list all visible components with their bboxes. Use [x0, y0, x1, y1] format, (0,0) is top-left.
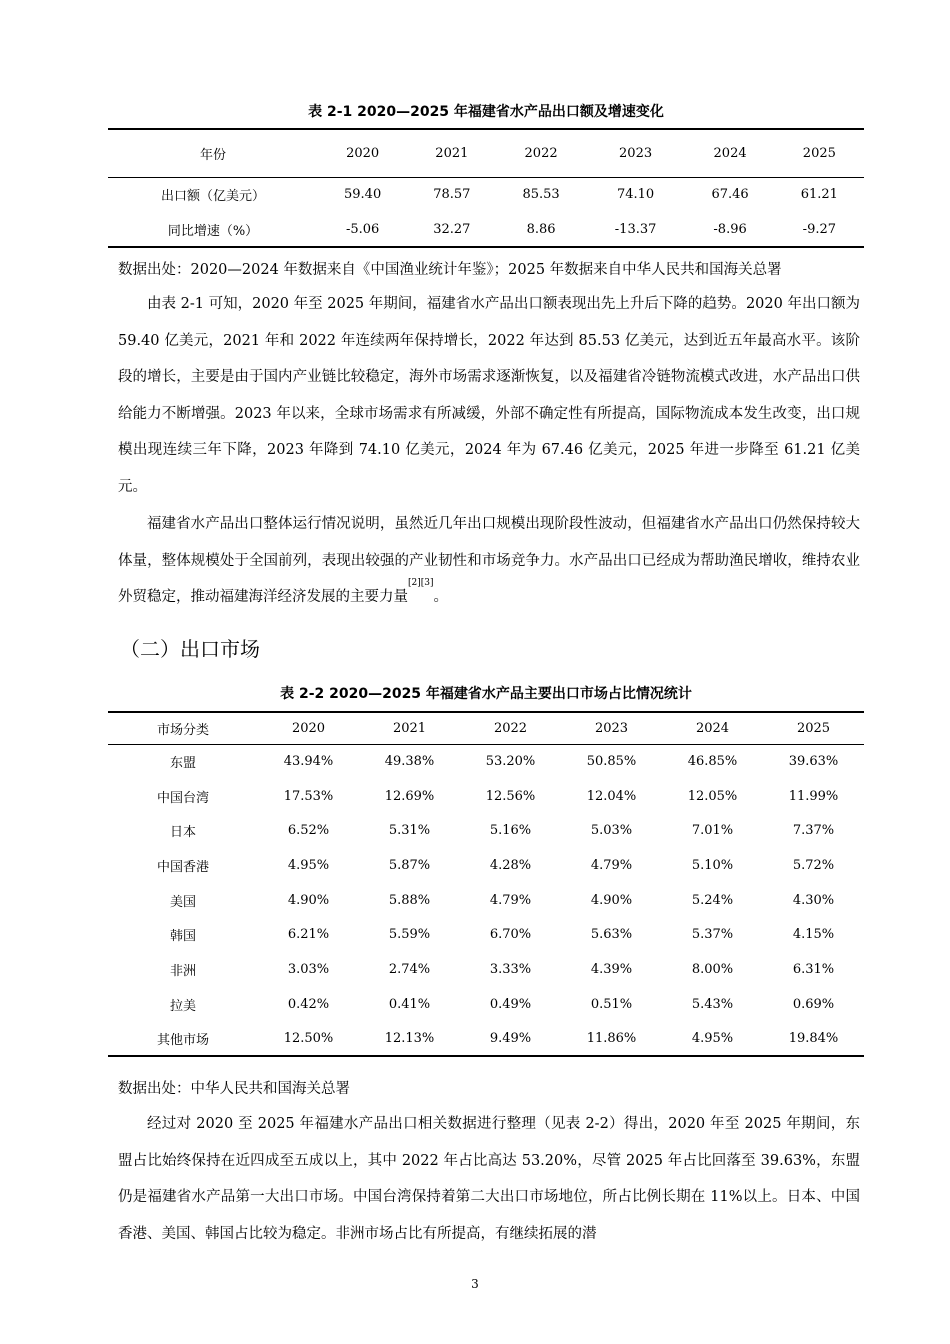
table2-cell: 拉美 — [169, 998, 196, 1014]
table1-cell: 85.53 — [522, 187, 560, 203]
table-row — [108, 813, 864, 848]
table1-cell: 78.57 — [433, 187, 471, 203]
table2-header-cell: 2021 — [359, 712, 460, 744]
table2-cell: 4.95% — [691, 1030, 734, 1046]
table2-cell: 非洲 — [169, 963, 196, 979]
table-row — [108, 177, 864, 212]
section-heading: （二）出口市场 — [120, 637, 260, 661]
table2-cell: 5.10% — [691, 857, 734, 873]
table2-cell: 日本 — [169, 825, 196, 841]
table2-cell: 5.31% — [388, 823, 431, 839]
paragraph-2 — [118, 506, 860, 616]
table1 — [108, 128, 864, 248]
table2-cell: 4.15% — [792, 927, 835, 943]
paragraph-2-end: 。 — [433, 589, 448, 605]
table2-cell: 6.31% — [792, 961, 835, 977]
table2-header-cell: 2022 — [460, 712, 561, 744]
table-row — [108, 744, 864, 779]
table2-cell: 53.20% — [485, 754, 536, 770]
table2-cell: 7.37% — [792, 823, 835, 839]
table2-cell: 46.85% — [687, 754, 738, 770]
table1-source-note: 数据出处：2020—2024 年数据来自《中国渔业统计年鉴》；2025 年数据来自中华人民共和国海关总署 — [118, 262, 782, 278]
table2-cell: 5.03% — [590, 823, 633, 839]
table2-cell: 4.95% — [287, 857, 330, 873]
table2-cell: 5.24% — [691, 892, 734, 908]
page-number: 3 — [471, 1277, 479, 1291]
table1-cell: 32.27 — [433, 221, 471, 237]
table-row — [108, 848, 864, 883]
paragraph-3: 经过对 2020 至 2025 年福建水产品出口相关数据进行整理（见表 2-2）得出，2020 年至 2025 年期间，东盟占比始终保持在近四成至五成以上，其中 2022 年占比高达 53.20%，尽管 2025 年占比回落至 39.63%，东盟仍是福建省水产品第一大出口市场。中国台湾保持着第二大出口市场地位，所占比例长期在 11%以上。日本、中国香港、美国、韩国占比较为稳定。非洲市场占比有所提高，有继续拓展的潜 — [118, 1116, 860, 1242]
table2-cell: 43.94% — [283, 754, 334, 770]
table2-cell: 5.87% — [388, 857, 431, 873]
table2-cell: 0.69% — [792, 996, 835, 1012]
table1-cell: -8.96 — [713, 221, 747, 237]
table2-header-cell: 市场分类 — [108, 712, 258, 744]
paragraph-1: 由表 2-1 可知，2020 年至 2025 年期间，福建省水产品出口额表现出先上升后下降的趋势。2020 年出口额为 59.40 亿美元，2021 年和 2022 年连续两年保持增长，2022 年达到 85.53 亿美元，达到近五年最高水平。该阶段的增长，主要是由于国内产业链比较稳定，海外市场需求逐渐恢复，以及福建省冷链物流模式改进，水产品出口供给能力不断增强。2023 年以来，全球市场需求有所减缓，外部不确定性有所提高，国际物流成本发生改变，出口规模出现连续三年下降，2023 年降到 74.10 亿美元，2024 年为 67.46 亿美元，2025 年进一步降至 61.21 亿美元。 — [118, 296, 860, 495]
table2-caption: 表 2-2 2020—2025 年福建省水产品主要出口市场占比情况统计 — [280, 686, 692, 702]
table-row — [108, 987, 864, 1022]
table2-cell: 2.74% — [388, 961, 431, 977]
table2-cell: 4.28% — [489, 857, 532, 873]
table1-cell: 61.21 — [800, 187, 838, 203]
table2-cell: 5.88% — [388, 892, 431, 908]
table2-cell: 12.56% — [485, 788, 536, 804]
table2-cell: 其他市场 — [156, 1032, 209, 1048]
table2-cell: 11.86% — [586, 1030, 637, 1046]
table2-cell: 美国 — [169, 894, 196, 910]
table-row — [108, 1022, 864, 1057]
table2-cell: 12.04% — [586, 788, 637, 804]
table2-header-row — [108, 712, 864, 744]
table2-cell: 中国香港 — [156, 859, 209, 875]
table2-cell: 39.63% — [788, 754, 839, 770]
table2-cell: 3.03% — [287, 961, 330, 977]
table2-cell: 4.79% — [590, 857, 633, 873]
table2-cell: 49.38% — [384, 754, 435, 770]
table2-cell: 中国台湾 — [156, 790, 209, 806]
table2-cell: 7.01% — [691, 823, 734, 839]
table-row — [108, 883, 864, 918]
table2-cell: 19.84% — [788, 1030, 839, 1046]
table1-header-cell: 2021 — [407, 129, 496, 177]
table1-cell: -9.27 — [802, 221, 837, 237]
table2-cell: 0.49% — [489, 996, 532, 1012]
table1-caption: 表 2-1 2020—2025 年福建省水产品出口额及增速变化 — [308, 104, 664, 120]
table1-cell: 8.86 — [526, 221, 556, 237]
table2-cell: 12.05% — [687, 788, 738, 804]
table2-cell: 5.37% — [691, 927, 734, 943]
table1-header-cell: 2025 — [775, 129, 864, 177]
table1-header-cell: 2023 — [586, 129, 686, 177]
paragraph-2-text: 福建省水产品出口整体运行情况说明，虽然近几年出口规模出现阶段性波动，但福建省水产品出口仍然保持较大体量，整体规模处于全国前列，表现出较强的产业韧性和市场竞争力。水产品出口已经成为帮助渔民增收，维持农业外贸稳定，推动福建海洋经济发展的主要力量 — [118, 516, 860, 605]
table2-cell: 3.33% — [489, 961, 532, 977]
table1-cell: -13.37 — [614, 221, 657, 237]
table2-header-cell: 2025 — [763, 712, 864, 744]
table2-cell: 6.70% — [489, 927, 532, 943]
table1-header-cell: 2024 — [685, 129, 774, 177]
table2-cell: 4.30% — [792, 892, 835, 908]
table1-cell: 出口额（亿美元） — [160, 189, 265, 205]
table2-header-cell: 2023 — [561, 712, 662, 744]
table2-cell: 4.90% — [287, 892, 330, 908]
table1-cell: 74.10 — [616, 187, 655, 203]
table2-header-cell: 2020 — [258, 712, 359, 744]
table2-cell: 5.43% — [691, 996, 734, 1012]
table2-cell: 4.79% — [489, 892, 532, 908]
table-row — [108, 952, 864, 987]
table2-cell: 东盟 — [169, 756, 196, 772]
table2-cell: 11.99% — [788, 788, 839, 804]
table2-cell: 6.52% — [287, 823, 330, 839]
table2-cell: 12.69% — [384, 788, 435, 804]
table1-cell: -5.06 — [345, 221, 380, 237]
table-row — [108, 779, 864, 814]
table1-header-row — [108, 129, 864, 177]
table1-header-cell: 2020 — [318, 129, 407, 177]
table-row — [108, 917, 864, 952]
table1-header-cell: 2022 — [496, 129, 585, 177]
table2-cell: 4.90% — [590, 892, 633, 908]
table2-cell: 5.72% — [792, 857, 835, 873]
table2-cell: 5.63% — [590, 927, 633, 943]
table-row — [108, 212, 864, 247]
table2-cell: 9.49% — [489, 1030, 532, 1046]
table2-cell: 韩国 — [169, 929, 196, 945]
table2-cell: 0.51% — [590, 996, 633, 1012]
table2-cell: 8.00% — [691, 961, 734, 977]
table2-cell: 0.42% — [287, 996, 330, 1012]
table2-cell: 5.59% — [388, 927, 431, 943]
table2-cell: 4.39% — [590, 961, 633, 977]
table1-header-cell: 年份 — [108, 129, 318, 177]
table2-cell: 6.21% — [287, 927, 330, 943]
table2-cell: 5.16% — [489, 823, 532, 839]
table2-cell: 17.53% — [283, 788, 334, 804]
table1-cell: 67.46 — [711, 187, 749, 203]
table2-cell: 50.85% — [586, 754, 637, 770]
citation-ref: [2][3] — [408, 578, 434, 588]
table2-source-note: 数据出处：中华人民共和国海关总署 — [118, 1081, 350, 1097]
table2-cell: 12.13% — [384, 1030, 435, 1046]
table2 — [108, 711, 864, 1057]
table1-cell: 同比增速（%） — [167, 223, 259, 239]
table2-cell: 0.41% — [388, 996, 431, 1012]
table1-cell: 59.40 — [344, 187, 382, 203]
table2-cell: 12.50% — [283, 1030, 334, 1046]
table2-header-cell: 2024 — [662, 712, 763, 744]
